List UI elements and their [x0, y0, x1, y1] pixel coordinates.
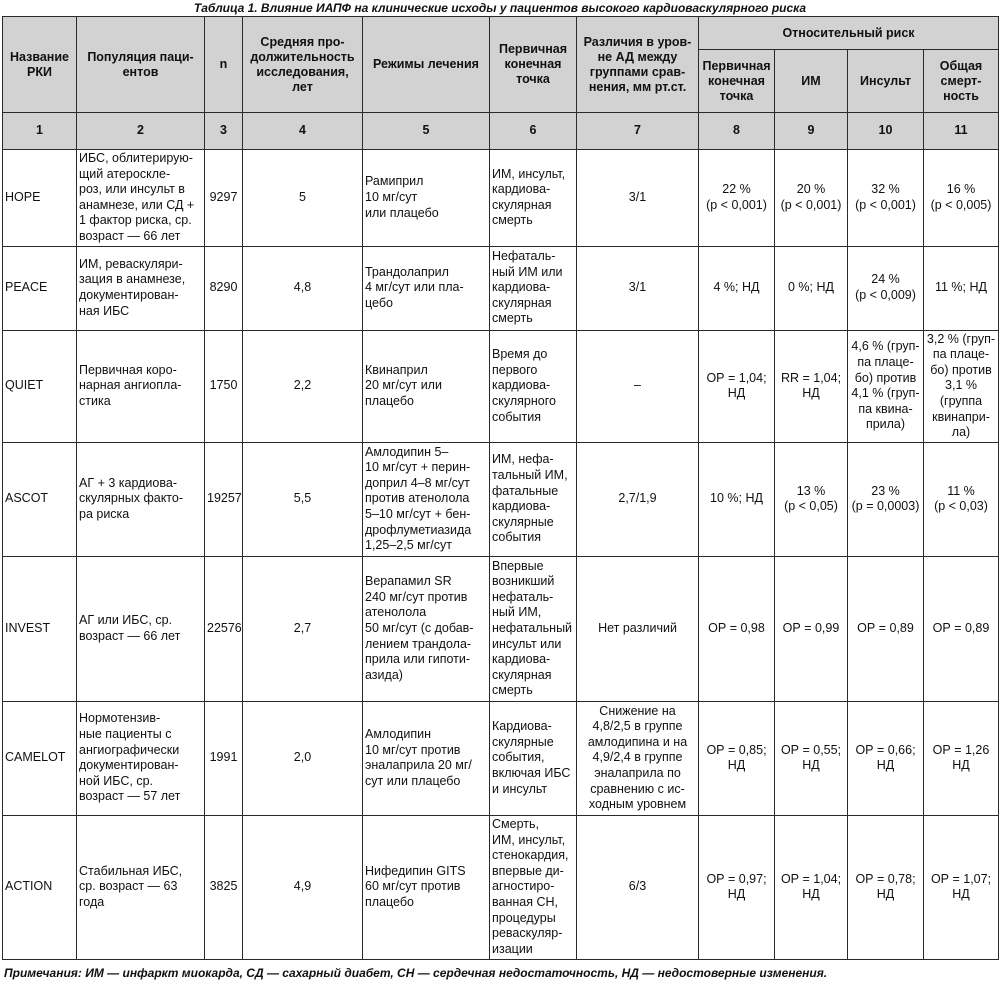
trial-name-cell: HOPE — [3, 150, 77, 247]
rr-primary-cell: OР = 0,98 — [699, 556, 775, 701]
endpoint-cell: Впервые возникший нефаталь- ный ИМ, нефатальный инсульт или кардиова- скулярная смерть — [490, 556, 577, 701]
regimen-cell: Нифедипин GITS 60 мг/сут против плацебо — [363, 815, 490, 959]
rr-stroke-cell: 24 % (р < 0,009) — [848, 246, 924, 330]
population-cell: Стабильная ИБС, ср. возраст — 63 года — [77, 815, 205, 959]
rr-mi-cell: 20 % (р < 0,001) — [775, 150, 848, 247]
rr-stroke-cell: OР = 0,89 — [848, 556, 924, 701]
results-table — [2, 16, 999, 960]
population-cell: АГ + 3 кардиова- скулярных факто- ра риска — [77, 442, 205, 556]
duration-cell: 5,5 — [243, 442, 363, 556]
rr-mi-cell: OР = 1,04; НД — [775, 815, 848, 959]
footnote: Примечания: ИМ — инфаркт миокарда, СД — сахарный диабет, СН — сердечная недостаточность, НД — недостоверные изменения. — [4, 966, 828, 980]
regimen-cell: Амлодипин 5– 10 мг/сут + перин- доприл 4–8 мг/сут против атенолола 5–10 мг/сут + бен- дрофлуметиазида 1,25–2,5 мг/сут — [363, 442, 490, 556]
header-rr-stroke: Инсульт — [848, 50, 924, 113]
n-cell: 3825 — [205, 815, 243, 959]
rr-mortality-cell: OР = 0,89 — [924, 556, 999, 701]
table-row — [3, 442, 999, 556]
table-row — [3, 701, 999, 815]
duration-cell: 4,9 — [243, 815, 363, 959]
column-number: 5 — [363, 113, 490, 150]
rr-stroke-cell: 32 % (р < 0,001) — [848, 150, 924, 247]
duration-cell: 4,8 — [243, 246, 363, 330]
bp-diff-cell: Нет различий — [577, 556, 699, 701]
column-number-row — [3, 113, 999, 150]
table-row — [3, 150, 999, 247]
trial-name-cell: PEACE — [3, 246, 77, 330]
rr-mortality-cell: OР = 1,07; НД — [924, 815, 999, 959]
header-regimen: Режимы лечения — [363, 17, 490, 113]
rr-primary-cell: OР = 0,97; НД — [699, 815, 775, 959]
bp-diff-cell: Снижение на 4,8/2,5 в группе амлодипина и на 4,9/2,4 в группе эналаприла по сравнению с ис- ходным уровнем — [577, 701, 699, 815]
bp-diff-cell: – — [577, 330, 699, 442]
rr-mi-cell: RR = 1,04; НД — [775, 330, 848, 442]
rr-primary-cell: OР = 1,04; НД — [699, 330, 775, 442]
regimen-cell: Трандолаприл 4 мг/сут или пла- цебо — [363, 246, 490, 330]
population-cell: ИБС, облитерирую- щий атероскле- роз, или инсульт в анамнезе, или СД + 1 фактор риска, ср. возраст — 66 лет — [77, 150, 205, 247]
endpoint-cell: Время до первого кардиова- скулярного события — [490, 330, 577, 442]
bp-diff-cell: 3/1 — [577, 150, 699, 247]
endpoint-cell: ИМ, инсульт, кардиова- скулярная смерть — [490, 150, 577, 247]
regimen-cell: Квинаприл 20 мг/сут или плацебо — [363, 330, 490, 442]
duration-cell: 5 — [243, 150, 363, 247]
table-caption: Таблица 1. Влияние ИАПФ на клинические исходы у пациентов высокого кардиоваскулярного риска — [193, 1, 807, 15]
endpoint-cell: ИМ, нефа- тальный ИМ, фатальные кардиова- скулярные события — [490, 442, 577, 556]
regimen-cell: Верапамил SR 240 мг/сут против атенолола 50 мг/сут (с добав- лением трандола- прила или гипоти- азида) — [363, 556, 490, 701]
header-rr-mortality: Общая смерт- ность — [924, 50, 999, 113]
table-row — [3, 246, 999, 330]
n-cell: 1991 — [205, 701, 243, 815]
n-cell: 19257 — [205, 442, 243, 556]
header-relative-risk: Относительный риск — [699, 17, 999, 50]
column-number: 6 — [490, 113, 577, 150]
endpoint-cell: Нефаталь- ный ИМ или кардиова- скулярная смерть — [490, 246, 577, 330]
table-row — [3, 330, 999, 442]
n-cell: 9297 — [205, 150, 243, 247]
column-number: 2 — [77, 113, 205, 150]
rr-primary-cell: 4 %; НД — [699, 246, 775, 330]
regimen-cell: Рамиприл 10 мг/сут или плацебо — [363, 150, 490, 247]
duration-cell: 2,7 — [243, 556, 363, 701]
duration-cell: 2,2 — [243, 330, 363, 442]
rr-stroke-cell: 23 % (р = 0,0003) — [848, 442, 924, 556]
column-number: 1 — [3, 113, 77, 150]
rr-primary-cell: 22 % (р < 0,001) — [699, 150, 775, 247]
column-number: 3 — [205, 113, 243, 150]
header-rr-mi: ИМ — [775, 50, 848, 113]
regimen-cell: Амлодипин 10 мг/сут против эналаприла 20 мг/ сут или плацебо — [363, 701, 490, 815]
population-cell: АГ или ИБС, ср. возраст — 66 лет — [77, 556, 205, 701]
table-body — [3, 17, 999, 960]
population-cell: Нормотензив- ные пациенты с ангиографически документирован- ной ИБС, ср. возраст — 57 лет — [77, 701, 205, 815]
trial-name-cell: CAMELOT — [3, 701, 77, 815]
column-number: 4 — [243, 113, 363, 150]
rr-mi-cell: 0 %; НД — [775, 246, 848, 330]
rr-stroke-cell: OР = 0,78; НД — [848, 815, 924, 959]
rr-stroke-cell: OР = 0,66; НД — [848, 701, 924, 815]
bp-diff-cell: 6/3 — [577, 815, 699, 959]
column-number: 10 — [848, 113, 924, 150]
trial-name-cell: ACTION — [3, 815, 77, 959]
header-n: n — [205, 17, 243, 113]
rr-mortality-cell: 11 % (р < 0,03) — [924, 442, 999, 556]
rr-mi-cell: OР = 0,55; НД — [775, 701, 848, 815]
endpoint-cell: Смерть, ИМ, инсульт, стенокардия, впервые ди- агностиро- ванная СН, процедуры реваскуляр- изации — [490, 815, 577, 959]
trial-name-cell: INVEST — [3, 556, 77, 701]
trial-name-cell: QUIET — [3, 330, 77, 442]
rr-mortality-cell: 16 % (р < 0,005) — [924, 150, 999, 247]
rr-stroke-cell: 4,6 % (груп- па плаце- бо) против 4,1 % (груп- па квина- прила) — [848, 330, 924, 442]
rr-primary-cell: 10 %; НД — [699, 442, 775, 556]
header-endpoint: Первичная конечная точка — [490, 17, 577, 113]
column-number: 7 — [577, 113, 699, 150]
population-cell: Первичная коро- нарная ангиопла- стика — [77, 330, 205, 442]
trial-name-cell: ASCOT — [3, 442, 77, 556]
n-cell: 8290 — [205, 246, 243, 330]
column-number: 9 — [775, 113, 848, 150]
n-cell: 22576 — [205, 556, 243, 701]
rr-primary-cell: OР = 0,85; НД — [699, 701, 775, 815]
n-cell: 1750 — [205, 330, 243, 442]
bp-diff-cell: 2,7/1,9 — [577, 442, 699, 556]
duration-cell: 2,0 — [243, 701, 363, 815]
rr-mortality-cell: 3,2 % (груп- па плаце- бо) против 3,1 % (группа квинапри- ла) — [924, 330, 999, 442]
table-row — [3, 815, 999, 959]
rr-mi-cell: OР = 0,99 — [775, 556, 848, 701]
rr-mortality-cell: 11 %; НД — [924, 246, 999, 330]
header-bp-diff: Различия в уров- не АД между группами срав- нения, мм рт.ст. — [577, 17, 699, 113]
endpoint-cell: Кардиова- скулярные события, включая ИБС и инсульт — [490, 701, 577, 815]
table-row — [3, 556, 999, 701]
column-number: 11 — [924, 113, 999, 150]
rr-mi-cell: 13 % (р < 0,05) — [775, 442, 848, 556]
column-number: 8 — [699, 113, 775, 150]
header-row-1 — [3, 17, 999, 50]
header-duration: Средняя про- должительность исследования, лет — [243, 17, 363, 113]
bp-diff-cell: 3/1 — [577, 246, 699, 330]
population-cell: ИМ, реваскуляри- зация в анамнезе, документирован- ная ИБС — [77, 246, 205, 330]
rr-mortality-cell: OР = 1,26 НД — [924, 701, 999, 815]
header-rr-primary: Первичная конечная точка — [699, 50, 775, 113]
header-population: Популяция паци- ентов — [77, 17, 205, 113]
header-trial: Название РКИ — [3, 17, 77, 113]
